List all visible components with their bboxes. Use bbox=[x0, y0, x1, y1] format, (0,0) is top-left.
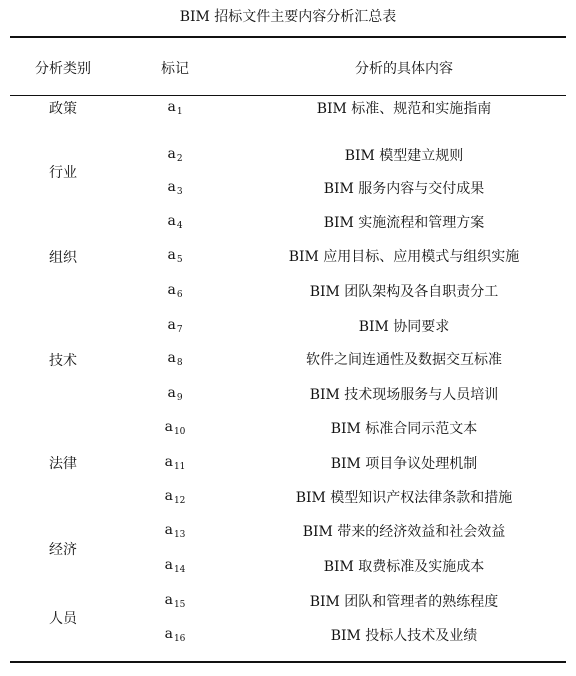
row-content: BIM 模型知识产权法律条款和措施 bbox=[295, 490, 513, 506]
mark-letter: a bbox=[167, 247, 176, 263]
row-content: 软件之间连通性及数据交互标准 bbox=[306, 352, 502, 368]
category-label: 组织 bbox=[49, 249, 77, 266]
mark-letter: a bbox=[167, 99, 176, 115]
mark-subscript: 16 bbox=[173, 634, 186, 644]
row-content: BIM 应用目标、应用模式与组织实施 bbox=[288, 249, 520, 265]
mark-letter: a bbox=[167, 213, 176, 229]
row-content: BIM 项目争议处理机制 bbox=[330, 456, 478, 472]
row-mark bbox=[165, 488, 186, 506]
table-title: BIM 招标文件主要内容分析汇总表 bbox=[179, 9, 397, 25]
mark-subscript: 1 bbox=[176, 107, 183, 117]
mark-letter: a bbox=[164, 592, 173, 608]
row-content: BIM 标准合同示范文本 bbox=[330, 421, 478, 437]
mark-letter: a bbox=[167, 350, 176, 366]
mark-letter: a bbox=[164, 488, 173, 504]
mark-subscript: 13 bbox=[173, 530, 186, 540]
top-rule bbox=[10, 36, 566, 38]
mark-subscript: 2 bbox=[176, 154, 183, 164]
mark-subscript: 8 bbox=[176, 358, 183, 368]
mark-letter: a bbox=[164, 557, 173, 573]
bottom-rule bbox=[10, 661, 566, 663]
row-mark bbox=[165, 419, 186, 437]
category-label: 技术 bbox=[49, 353, 77, 369]
row-content: BIM 服务内容与交付成果 bbox=[323, 181, 485, 197]
header-content: 分析的具体内容 bbox=[355, 61, 453, 77]
row-content: BIM 团队架构及各自职责分工 bbox=[309, 284, 499, 300]
header-mark: 标记 bbox=[161, 61, 189, 77]
mark-subscript: 14 bbox=[173, 565, 186, 575]
mark-subscript: 4 bbox=[176, 221, 183, 231]
mark-subscript: 15 bbox=[173, 600, 186, 610]
row-mark bbox=[167, 213, 182, 231]
row-content: BIM 带来的经济效益和社会效益 bbox=[302, 524, 506, 540]
mark-subscript: 11 bbox=[173, 462, 186, 472]
mark-letter: a bbox=[164, 522, 173, 538]
row-content: BIM 实施流程和管理方案 bbox=[323, 215, 485, 231]
row-content: BIM 投标人技术及业绩 bbox=[330, 628, 478, 644]
mark-letter: a bbox=[164, 626, 173, 642]
row-mark bbox=[167, 317, 182, 335]
mark-letter: a bbox=[167, 282, 176, 298]
mark-letter: a bbox=[167, 146, 176, 162]
mark-letter: a bbox=[164, 419, 173, 435]
category-label: 人员 bbox=[49, 611, 77, 627]
row-content: BIM 取费标准及实施成本 bbox=[323, 559, 485, 575]
row-content: BIM 团队和管理者的熟练程度 bbox=[309, 594, 499, 610]
row-mark bbox=[165, 522, 186, 540]
row-mark bbox=[165, 454, 186, 472]
mark-subscript: 9 bbox=[176, 393, 183, 403]
mark-subscript: 7 bbox=[176, 325, 183, 335]
mark-letter: a bbox=[164, 454, 173, 470]
row-mark bbox=[165, 557, 186, 575]
row-content: BIM 协同要求 bbox=[358, 319, 450, 335]
category-label: 政策 bbox=[49, 101, 77, 117]
category-label: 法律 bbox=[49, 455, 77, 472]
mark-subscript: 10 bbox=[173, 427, 186, 437]
row-mark bbox=[167, 350, 182, 368]
mark-subscript: 12 bbox=[173, 496, 186, 506]
header-rule bbox=[10, 95, 566, 96]
row-mark bbox=[167, 179, 182, 197]
row-content: BIM 模型建立规则 bbox=[344, 148, 464, 164]
row-mark bbox=[167, 146, 182, 164]
mark-subscript: 6 bbox=[176, 290, 183, 300]
mark-subscript: 3 bbox=[176, 187, 183, 197]
mark-letter: a bbox=[167, 385, 176, 401]
row-content: BIM 标准、规范和实施指南 bbox=[316, 101, 492, 117]
mark-subscript: 5 bbox=[176, 255, 183, 265]
header-category: 分析类别 bbox=[35, 61, 91, 77]
row-mark bbox=[167, 282, 182, 300]
row-mark bbox=[165, 626, 186, 644]
row-mark bbox=[167, 385, 182, 403]
row-mark bbox=[167, 247, 182, 265]
mark-letter: a bbox=[167, 317, 176, 333]
row-content: BIM 技术现场服务与人员培训 bbox=[309, 387, 499, 403]
category-label: 行业 bbox=[49, 164, 77, 181]
mark-letter: a bbox=[167, 179, 176, 195]
category-label: 经济 bbox=[49, 541, 77, 558]
row-mark bbox=[167, 99, 182, 117]
row-mark bbox=[165, 592, 186, 610]
